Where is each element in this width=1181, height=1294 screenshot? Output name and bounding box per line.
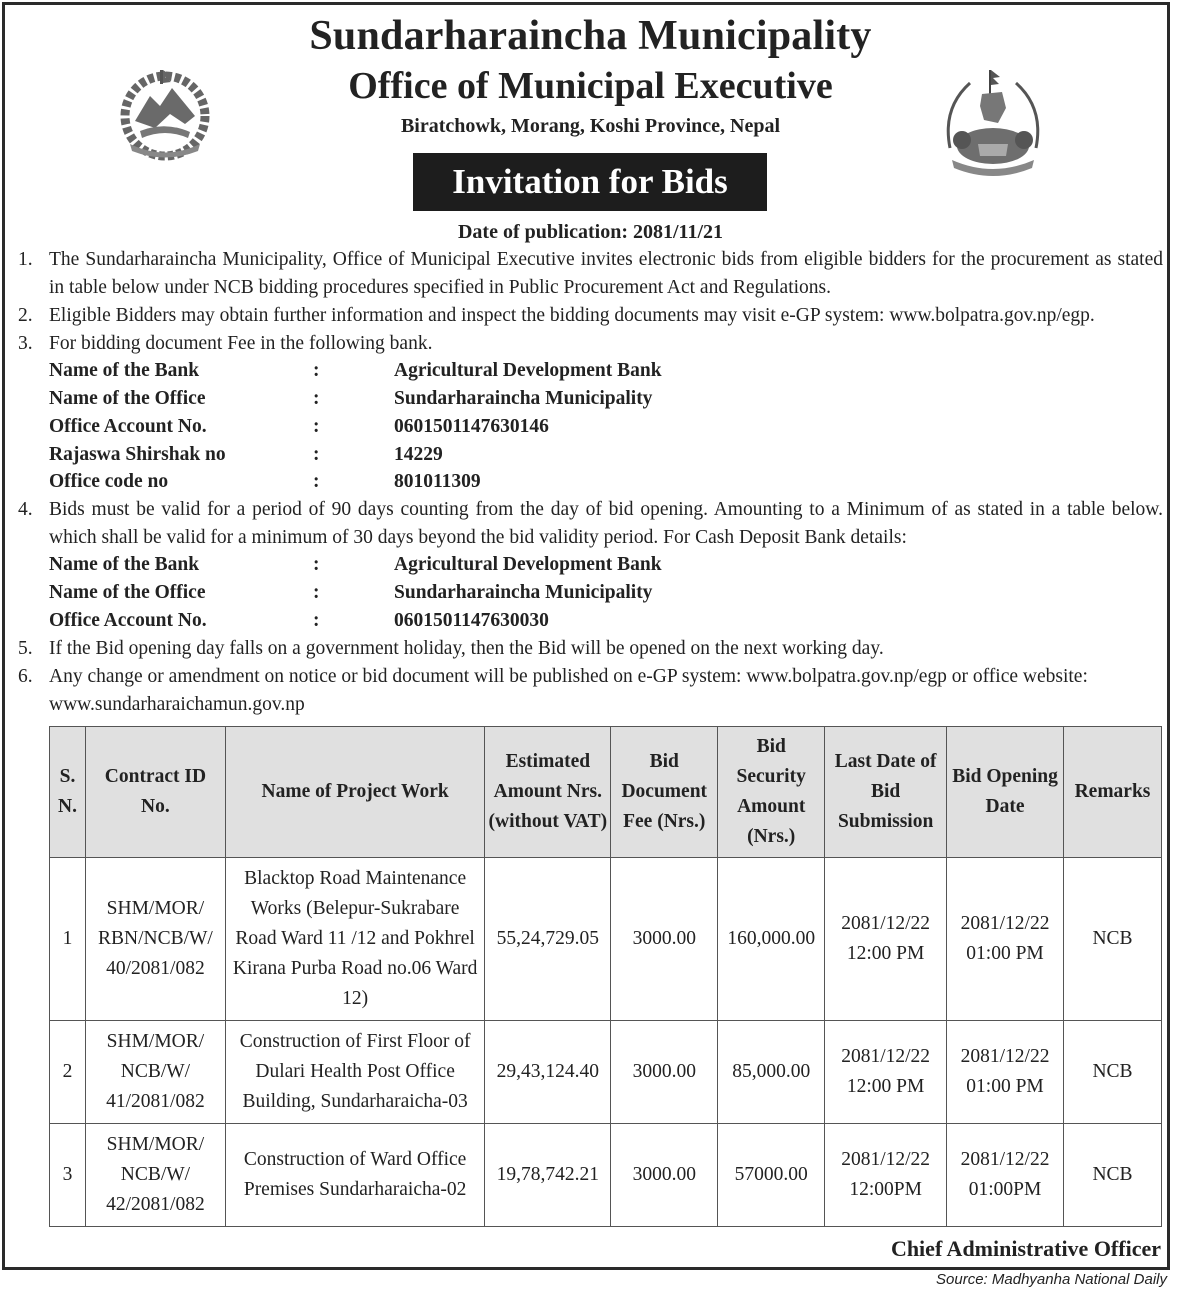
table-row — [50, 858, 1162, 1021]
rajaswa-shirshak-row — [49, 441, 749, 468]
notice-title-banner: Invitation for Bids — [413, 153, 767, 211]
cell-contract-id: SHM/MOR/ NCB/W/ 41/2081/082 — [85, 1021, 225, 1124]
fee-bank-name-row — [49, 357, 749, 384]
separator: : — [313, 360, 320, 381]
cell-remarks: NCB — [1064, 858, 1162, 1021]
cell-opening-date: 2081/12/22 01:00 PM — [947, 1021, 1064, 1124]
deposit-bank-name-row — [49, 551, 749, 578]
table-header-row — [50, 727, 1162, 858]
clause-text: Any change or amendment on notice or bid document will be published on e-GP system: www.bolpatra.gov.np/egp or office website: www.sundarharaichamun.gov.np — [49, 666, 1088, 715]
cell-estimated-amount: 29,43,124.40 — [485, 1021, 611, 1124]
field-value: Sundarharaincha Municipality — [394, 582, 653, 603]
signatory: Chief Administrative Officer — [890, 1236, 1161, 1261]
field-label: Office code no — [49, 471, 169, 492]
cell-sn: 3 — [50, 1124, 86, 1227]
field-value: 14229 — [394, 444, 443, 465]
col-header-project-name: Name of Project Work — [225, 727, 485, 858]
field-label: Office Account No. — [49, 416, 207, 437]
cell-estimated-amount: 55,24,729.05 — [485, 858, 611, 1021]
clause-text: Eligible Bidders may obtain further information and inspect the bidding documents may visit e-GP system: www.bolpatra.gov.np/egp. — [49, 305, 1095, 326]
cell-last-date: 2081/12/22 12:00PM — [825, 1124, 947, 1227]
cell-last-date: 2081/12/22 12:00 PM — [825, 858, 947, 1021]
cell-project: Blacktop Road Maintenance Works (Belepur-Sukrabare Road Ward 11 /12 and Pokhrel Kirana Purba Road no.06 Ward 12) — [225, 858, 485, 1021]
cell-remarks: NCB — [1064, 1124, 1162, 1227]
source-credit: Source: Madhyanha National Daily — [936, 1271, 1167, 1288]
clause-number: 2. — [18, 305, 33, 326]
cell-doc-fee: 3000.00 — [611, 1021, 718, 1124]
col-header-bid-security: Bid Security Amount (Nrs.) — [718, 727, 825, 858]
clause-number: 3. — [18, 333, 33, 354]
cell-sn: 2 — [50, 1021, 86, 1124]
field-value: Agricultural Development Bank — [394, 554, 662, 575]
fee-office-name-row — [49, 385, 749, 412]
cell-contract-id: SHM/MOR/ RBN/NCB/W/ 40/2081/082 — [85, 858, 225, 1021]
field-label: Name of the Bank — [49, 360, 200, 381]
cell-last-date: 2081/12/22 12:00 PM — [825, 1021, 947, 1124]
clause-text: For bidding document Fee in the following bank. — [49, 333, 433, 354]
field-value: 801011309 — [394, 471, 481, 492]
clause-text: If the Bid opening day falls on a government holiday, then the Bid will be opened on the next working day. — [49, 638, 884, 659]
separator: : — [313, 471, 320, 492]
col-header-contract-id: Contract ID No. — [85, 727, 225, 858]
separator: : — [313, 582, 320, 603]
col-header-last-date: Last Date of Bid Submission — [825, 727, 947, 858]
separator: : — [313, 416, 320, 437]
clause-number: 1. — [18, 249, 33, 270]
cell-doc-fee: 3000.00 — [611, 1124, 718, 1227]
cell-bid-security: 85,000.00 — [718, 1021, 825, 1124]
separator: : — [313, 554, 320, 575]
field-value: 0601501147630030 — [394, 610, 549, 631]
cell-project: Construction of First Floor of Dulari Health Post Office Building, Sundarharaicha-03 — [225, 1021, 485, 1124]
cell-remarks: NCB — [1064, 1021, 1162, 1124]
separator: : — [313, 388, 320, 409]
field-value: Agricultural Development Bank — [394, 360, 662, 381]
cell-bid-security: 160,000.00 — [718, 858, 825, 1021]
col-header-doc-fee: Bid Document Fee (Nrs.) — [611, 727, 718, 858]
separator: : — [313, 444, 320, 465]
cell-estimated-amount: 19,78,742.21 — [485, 1124, 611, 1227]
deposit-account-no-row — [49, 607, 749, 634]
col-header-remarks: Remarks — [1064, 727, 1162, 858]
field-value: 0601501147630146 — [394, 416, 549, 437]
field-label: Rajaswa Shirshak no — [49, 444, 226, 465]
col-header-estimated-amount: Estimated Amount Nrs. (without VAT) — [485, 727, 611, 858]
cell-opening-date: 2081/12/22 01:00 PM — [947, 858, 1064, 1021]
clause-number: 5. — [18, 638, 33, 659]
publication-date: Date of publication: 2081/11/21 — [457, 221, 723, 243]
office-name: Office of Municipal Executive — [348, 65, 833, 107]
cell-opening-date: 2081/12/22 01:00PM — [947, 1124, 1064, 1227]
col-header-opening-date: Bid Opening Date — [947, 727, 1064, 858]
fee-account-no-row — [49, 413, 749, 440]
clause-number: 4. — [18, 499, 33, 520]
cell-bid-security: 57000.00 — [718, 1124, 825, 1227]
cell-project: Construction of Ward Office Premises Sundarharaicha-02 — [225, 1124, 485, 1227]
cell-contract-id: SHM/MOR/ NCB/W/ 42/2081/082 — [85, 1124, 225, 1227]
clause-text: Bids must be valid for a period of 90 days counting from the day of bid opening. Amounting to a Minimum of as stated in a table below. which shall be valid for a minimum of 30 days beyond the bid validity period. For Cash Deposit Bank details: — [49, 499, 1163, 548]
clause-text: The Sundarharaincha Municipality, Office of Municipal Executive invites electronic bids from eligible bidders for the procurement as stated in table below under NCB bidding procedures specified in Public Procurement Act and Regulations. — [49, 249, 1163, 298]
field-label: Name of the Office — [49, 582, 206, 603]
cell-sn: 1 — [50, 858, 86, 1021]
col-header-sn: S. N. — [50, 727, 86, 858]
separator: : — [313, 610, 320, 631]
office-address: Biratchowk, Morang, Koshi Province, Nepal — [400, 115, 781, 137]
cell-doc-fee: 3000.00 — [611, 858, 718, 1021]
municipality-name: Sundarharaincha Municipality — [309, 13, 872, 59]
bids-table — [49, 726, 1162, 1227]
field-value: Sundarharaincha Municipality — [394, 388, 653, 409]
clause-number: 6. — [18, 666, 33, 687]
field-label: Name of the Bank — [49, 554, 200, 575]
field-label: Office Account No. — [49, 610, 207, 631]
office-code-row — [49, 468, 749, 495]
table-row — [50, 1021, 1162, 1124]
table-row — [50, 1124, 1162, 1227]
field-label: Name of the Office — [49, 388, 206, 409]
deposit-office-name-row — [49, 579, 749, 606]
